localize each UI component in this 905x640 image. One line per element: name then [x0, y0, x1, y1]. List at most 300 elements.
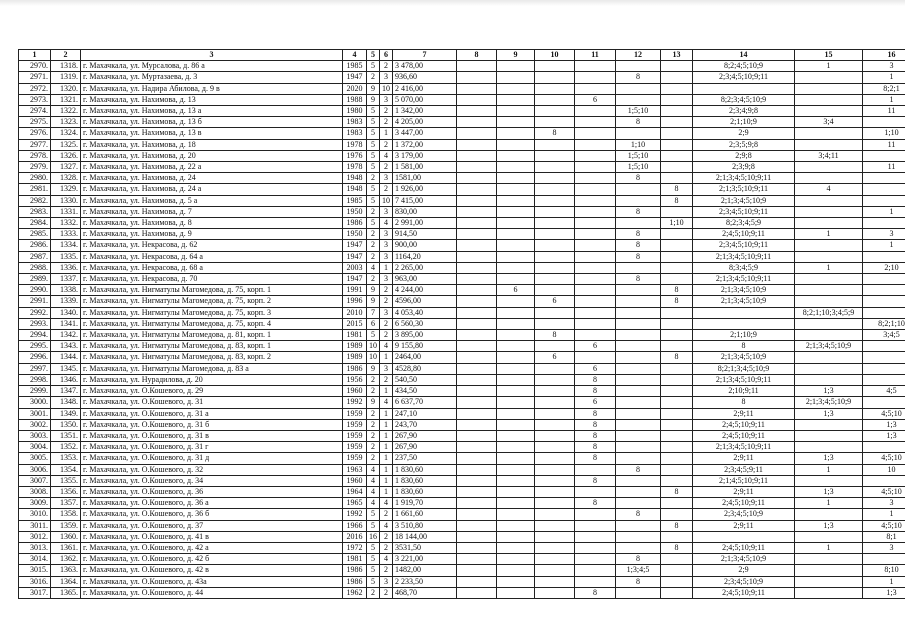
cell-col-3: г. Махачкала, ул. Нурадилова, д. 20	[81, 374, 343, 385]
cell-col-11	[575, 184, 616, 195]
cell-col-6: 2	[380, 106, 393, 117]
cell-col-6: 10	[380, 83, 393, 94]
table-row	[19, 486, 905, 497]
cell-col-16: 1;3	[863, 430, 905, 441]
cell-col-9	[497, 520, 535, 531]
cell-col-14	[693, 307, 795, 318]
cell-col-11	[575, 150, 616, 161]
cell-col-16: 4;5;10	[863, 486, 905, 497]
cell-col-15: 1	[795, 61, 863, 72]
cell-col-12: 8	[616, 72, 661, 83]
cell-col-12: 8	[616, 240, 661, 251]
cell-col-14: 2;9;11	[693, 408, 795, 419]
cell-col-14: 2;1;3;4;5;10;9	[693, 195, 795, 206]
cell-col-6: 1	[380, 464, 393, 475]
cell-col-13	[661, 83, 693, 94]
cell-col-3: г. Махачкала, ул. О.Кошевого, д. 41 в	[81, 531, 343, 542]
cell-col-12	[616, 430, 661, 441]
cell-col-12: 1;5;10	[616, 150, 661, 161]
cell-col-11	[575, 139, 616, 150]
cell-col-14: 2;1;3;4;5;10;9	[693, 352, 795, 363]
cell-col-1: 2986.	[19, 240, 51, 251]
cell-col-12	[616, 352, 661, 363]
cell-col-9	[497, 419, 535, 430]
cell-col-4: 1981	[343, 330, 367, 341]
cell-col-3: г. Махачкала, ул. Нигматулы Магомедова, д. 75, корп. 4	[81, 318, 343, 329]
cell-col-8	[457, 218, 497, 229]
cell-col-9	[497, 162, 535, 173]
cell-col-5: 5	[367, 330, 380, 341]
cell-col-2: 1318.	[51, 61, 81, 72]
cell-col-5: 9	[367, 94, 380, 105]
cell-col-12	[616, 318, 661, 329]
cell-col-8	[457, 419, 497, 430]
cell-col-13	[661, 363, 693, 374]
column-header-7: 7	[393, 50, 457, 61]
cell-col-14: 2;1;4;5;10;9;11	[693, 475, 795, 486]
cell-col-9	[497, 139, 535, 150]
cell-col-2: 1323.	[51, 117, 81, 128]
cell-col-5: 2	[367, 229, 380, 240]
cell-col-6: 3	[380, 251, 393, 262]
cell-col-13: 8	[661, 352, 693, 363]
cell-col-9	[497, 206, 535, 217]
cell-col-16: 4;5;10	[863, 520, 905, 531]
cell-col-2: 1325.	[51, 139, 81, 150]
cell-col-8	[457, 587, 497, 598]
cell-col-6: 1	[380, 442, 393, 453]
cell-col-4: 1959	[343, 442, 367, 453]
cell-col-5: 4	[367, 475, 380, 486]
cell-col-5: 10	[367, 341, 380, 352]
cell-col-16: 3	[863, 61, 905, 72]
cell-col-8	[457, 72, 497, 83]
cell-col-16	[863, 173, 905, 184]
cell-col-11: 8	[575, 587, 616, 598]
cell-col-4: 1980	[343, 106, 367, 117]
table-row	[19, 475, 905, 486]
cell-col-11: 8	[575, 475, 616, 486]
cell-col-7: 243,70	[393, 419, 457, 430]
cell-col-11	[575, 565, 616, 576]
cell-col-3: г. Махачкала, ул. О.Кошевого, д. 31 в	[81, 430, 343, 441]
column-header-4: 4	[343, 50, 367, 61]
cell-col-3: г. Махачкала, ул. Нахимова, д. 24	[81, 173, 343, 184]
table-row	[19, 374, 905, 385]
cell-col-5: 5	[367, 509, 380, 520]
cell-col-7: 1 830,60	[393, 475, 457, 486]
cell-col-12	[616, 363, 661, 374]
cell-col-11	[575, 106, 616, 117]
cell-col-1: 2975.	[19, 117, 51, 128]
cell-col-1: 3002.	[19, 419, 51, 430]
cell-col-15	[795, 94, 863, 105]
cell-col-14: 2;1;10;9	[693, 330, 795, 341]
cell-col-2: 1343.	[51, 341, 81, 352]
cell-col-5: 2	[367, 442, 380, 453]
cell-col-6: 3	[380, 576, 393, 587]
cell-col-9	[497, 542, 535, 553]
cell-col-3: г. Махачкала, ул. Нахимова, д. 18	[81, 139, 343, 150]
cell-col-6: 3	[380, 229, 393, 240]
cell-col-2: 1342.	[51, 330, 81, 341]
table-row	[19, 139, 905, 150]
cell-col-11	[575, 240, 616, 251]
cell-col-8	[457, 274, 497, 285]
scan-edge	[0, 0, 905, 6]
cell-col-6: 4	[380, 341, 393, 352]
cell-col-1: 2980.	[19, 173, 51, 184]
table-row	[19, 520, 905, 531]
cell-col-9: 6	[497, 285, 535, 296]
cell-col-13	[661, 318, 693, 329]
cell-col-5: 5	[367, 218, 380, 229]
cell-col-12: 8	[616, 274, 661, 285]
cell-col-8	[457, 498, 497, 509]
cell-col-9	[497, 442, 535, 453]
cell-col-9	[497, 173, 535, 184]
cell-col-13: 8	[661, 184, 693, 195]
cell-col-13	[661, 150, 693, 161]
cell-col-9	[497, 498, 535, 509]
cell-col-14: 2;9	[693, 565, 795, 576]
table-row	[19, 195, 905, 206]
cell-col-12: 8	[616, 251, 661, 262]
cell-col-6: 2	[380, 184, 393, 195]
cell-col-8	[457, 542, 497, 553]
cell-col-13	[661, 430, 693, 441]
cell-col-6: 2	[380, 330, 393, 341]
table-row	[19, 542, 905, 553]
cell-col-1: 3008.	[19, 486, 51, 497]
cell-col-2: 1327.	[51, 162, 81, 173]
cell-col-14: 2;4;5;10;9;11	[693, 229, 795, 240]
cell-col-12	[616, 531, 661, 542]
cell-col-4: 1960	[343, 475, 367, 486]
cell-col-2: 1346.	[51, 374, 81, 385]
cell-col-5: 5	[367, 150, 380, 161]
cell-col-13: 8	[661, 285, 693, 296]
cell-col-16: 1;3	[863, 419, 905, 430]
cell-col-2: 1333.	[51, 229, 81, 240]
cell-col-6: 3	[380, 94, 393, 105]
cell-col-5: 5	[367, 61, 380, 72]
cell-col-9	[497, 352, 535, 363]
cell-col-4: 1996	[343, 296, 367, 307]
cell-col-10	[535, 453, 575, 464]
cell-col-9	[497, 486, 535, 497]
cell-col-10	[535, 464, 575, 475]
cell-col-6: 3	[380, 307, 393, 318]
cell-col-14: 2;1;3;4;5;10;9	[693, 296, 795, 307]
cell-col-5: 5	[367, 195, 380, 206]
cell-col-13	[661, 94, 693, 105]
cell-col-6: 3	[380, 240, 393, 251]
cell-col-12	[616, 542, 661, 553]
cell-col-1: 3011.	[19, 520, 51, 531]
cell-col-7: 3 478,00	[393, 61, 457, 72]
cell-col-3: г. Махачкала, ул. О.Кошевого, д. 31 а	[81, 408, 343, 419]
cell-col-16: 1	[863, 72, 905, 83]
table-row	[19, 117, 905, 128]
table-row	[19, 274, 905, 285]
cell-col-12	[616, 285, 661, 296]
cell-col-7: 5 070,00	[393, 94, 457, 105]
cell-col-4: 2010	[343, 307, 367, 318]
cell-col-2: 1332.	[51, 218, 81, 229]
cell-col-5: 2	[367, 206, 380, 217]
cell-col-3: г. Махачкала, ул. О.Кошевого, д. 36 а	[81, 498, 343, 509]
cell-col-8	[457, 565, 497, 576]
column-header-13: 13	[661, 50, 693, 61]
cell-col-4: 1976	[343, 150, 367, 161]
cell-col-16	[863, 442, 905, 453]
table-row	[19, 318, 905, 329]
cell-col-7: 267,90	[393, 430, 457, 441]
cell-col-1: 2977.	[19, 139, 51, 150]
cell-col-14: 8;2;3;4;5;10;9	[693, 94, 795, 105]
cell-col-1: 3009.	[19, 498, 51, 509]
cell-col-6: 4	[380, 554, 393, 565]
column-header-8: 8	[457, 50, 497, 61]
cell-col-11	[575, 195, 616, 206]
cell-col-1: 3003.	[19, 430, 51, 441]
cell-col-4: 1972	[343, 542, 367, 553]
cell-col-11: 6	[575, 397, 616, 408]
cell-col-10	[535, 106, 575, 117]
cell-col-6: 3	[380, 72, 393, 83]
table-row	[19, 531, 905, 542]
cell-col-3: г. Махачкала, ул. Некрасова, д. 64 а	[81, 251, 343, 262]
cell-col-9	[497, 83, 535, 94]
cell-col-11: 8	[575, 374, 616, 385]
cell-col-6: 2	[380, 117, 393, 128]
cell-col-16	[863, 475, 905, 486]
cell-col-16: 4;5	[863, 386, 905, 397]
table-row	[19, 587, 905, 598]
cell-col-14: 8;2;1;3;4;5;10;9	[693, 363, 795, 374]
cell-col-4: 1991	[343, 285, 367, 296]
cell-col-11	[575, 296, 616, 307]
cell-col-2: 1320.	[51, 83, 81, 94]
cell-col-5: 5	[367, 139, 380, 150]
cell-col-10	[535, 520, 575, 531]
cell-col-8	[457, 352, 497, 363]
cell-col-11: 8	[575, 453, 616, 464]
table-row	[19, 162, 905, 173]
cell-col-8	[457, 531, 497, 542]
cell-col-1: 2998.	[19, 374, 51, 385]
cell-col-3: г. Махачкала, ул. Муртазаева, д. 3	[81, 72, 343, 83]
cell-col-5: 5	[367, 576, 380, 587]
cell-col-12: 1;5;10	[616, 162, 661, 173]
cell-col-4: 1966	[343, 520, 367, 531]
cell-col-10	[535, 587, 575, 598]
cell-col-11	[575, 83, 616, 94]
cell-col-9	[497, 374, 535, 385]
cell-col-2: 1340.	[51, 307, 81, 318]
cell-col-7: 237,50	[393, 453, 457, 464]
cell-col-1: 2979.	[19, 162, 51, 173]
cell-col-5: 9	[367, 83, 380, 94]
cell-col-10	[535, 83, 575, 94]
cell-col-5: 2	[367, 72, 380, 83]
cell-col-16	[863, 274, 905, 285]
cell-col-6: 1	[380, 486, 393, 497]
cell-col-10	[535, 397, 575, 408]
cell-col-8	[457, 442, 497, 453]
table-row	[19, 251, 905, 262]
cell-col-2: 1353.	[51, 453, 81, 464]
cell-col-8	[457, 139, 497, 150]
table-row	[19, 150, 905, 161]
cell-col-3: г. Махачкала, ул. О.Кошевого, д. 29	[81, 386, 343, 397]
cell-col-8	[457, 240, 497, 251]
cell-col-2: 1331.	[51, 206, 81, 217]
cell-col-9	[497, 218, 535, 229]
cell-col-3: г. Махачкала, ул. Мурсалова, д. 86 а	[81, 61, 343, 72]
cell-col-1: 2992.	[19, 307, 51, 318]
cell-col-15	[795, 128, 863, 139]
cell-col-9	[497, 363, 535, 374]
table-row	[19, 408, 905, 419]
cell-col-16	[863, 184, 905, 195]
cell-col-14: 2;4;5;10;9;11	[693, 419, 795, 430]
cell-col-4: 2015	[343, 318, 367, 329]
cell-col-11: 8	[575, 498, 616, 509]
cell-col-15	[795, 531, 863, 542]
cell-col-3: г. Махачкала, ул. Нигматулы Магомедова, д. 83, корп. 1	[81, 341, 343, 352]
cell-col-15: 1;3	[795, 520, 863, 531]
cell-col-10	[535, 117, 575, 128]
cell-col-1: 2976.	[19, 128, 51, 139]
cell-col-16: 11	[863, 106, 905, 117]
cell-col-5: 2	[367, 419, 380, 430]
cell-col-8	[457, 341, 497, 352]
cell-col-6: 2	[380, 587, 393, 598]
table-row	[19, 285, 905, 296]
cell-col-8	[457, 94, 497, 105]
cell-col-1: 3004.	[19, 442, 51, 453]
cell-col-4: 1978	[343, 139, 367, 150]
cell-col-14: 8	[693, 397, 795, 408]
cell-col-14: 2;1;3;4;5;10;9;11	[693, 274, 795, 285]
cell-col-3: г. Махачкала, ул. Нахимова, д. 24 а	[81, 184, 343, 195]
cell-col-5: 2	[367, 173, 380, 184]
cell-col-15	[795, 419, 863, 430]
table-row	[19, 307, 905, 318]
cell-col-4: 1948	[343, 184, 367, 195]
table-body	[19, 61, 905, 599]
cell-col-4: 1964	[343, 486, 367, 497]
cell-col-5: 4	[367, 262, 380, 273]
cell-col-7: 7 415,00	[393, 195, 457, 206]
cell-col-13	[661, 240, 693, 251]
cell-col-3: г. Махачкала, ул. Нахимова, д. 22 а	[81, 162, 343, 173]
cell-col-5: 6	[367, 318, 380, 329]
cell-col-16: 4;5;10	[863, 408, 905, 419]
cell-col-3: г. Махачкала, ул. Нахимова, д. 13	[81, 94, 343, 105]
cell-col-15	[795, 352, 863, 363]
cell-col-16	[863, 554, 905, 565]
cell-col-14: 2;3;5;9;8	[693, 139, 795, 150]
cell-col-6: 1	[380, 408, 393, 419]
cell-col-15	[795, 475, 863, 486]
cell-col-7: 1 581,00	[393, 162, 457, 173]
cell-col-3: г. Махачкала, ул. Нигматулы Магомедова, д. 81, корп. 1	[81, 330, 343, 341]
cell-col-1: 2991.	[19, 296, 51, 307]
cell-col-12: 8	[616, 576, 661, 587]
cell-col-14: 2;1;10;9	[693, 117, 795, 128]
cell-col-10	[535, 240, 575, 251]
cell-col-14: 2;3;4;5;9;11	[693, 464, 795, 475]
cell-col-7: 1 830,60	[393, 464, 457, 475]
cell-col-5: 4	[367, 498, 380, 509]
cell-col-5: 2	[367, 240, 380, 251]
cell-col-14	[693, 83, 795, 94]
cell-col-4: 1981	[343, 554, 367, 565]
cell-col-8	[457, 374, 497, 385]
cell-col-16	[863, 363, 905, 374]
cell-col-15	[795, 430, 863, 441]
cell-col-5: 9	[367, 363, 380, 374]
table-row	[19, 229, 905, 240]
cell-col-11	[575, 542, 616, 553]
cell-col-9	[497, 386, 535, 397]
cell-col-5: 4	[367, 464, 380, 475]
table-row	[19, 509, 905, 520]
cell-col-11: 8	[575, 442, 616, 453]
cell-col-5: 4	[367, 486, 380, 497]
cell-col-16: 1	[863, 576, 905, 587]
cell-col-15: 1	[795, 262, 863, 273]
cell-col-1: 2999.	[19, 386, 51, 397]
cell-col-9	[497, 296, 535, 307]
cell-col-1: 2982.	[19, 195, 51, 206]
table-row	[19, 565, 905, 576]
cell-col-15	[795, 251, 863, 262]
cell-col-14	[693, 531, 795, 542]
cell-col-15: 1;3	[795, 453, 863, 464]
cell-col-6: 2	[380, 296, 393, 307]
cell-col-1: 3015.	[19, 565, 51, 576]
cell-col-8	[457, 128, 497, 139]
cell-col-16	[863, 307, 905, 318]
cell-col-8	[457, 554, 497, 565]
cell-col-15	[795, 296, 863, 307]
cell-col-2: 1348.	[51, 397, 81, 408]
cell-col-1: 3006.	[19, 464, 51, 475]
cell-col-7: 2 416,00	[393, 83, 457, 94]
cell-col-2: 1344.	[51, 352, 81, 363]
cell-col-2: 1341.	[51, 318, 81, 329]
cell-col-5: 9	[367, 296, 380, 307]
cell-col-11	[575, 352, 616, 363]
cell-col-13	[661, 251, 693, 262]
cell-col-7: 936,60	[393, 72, 457, 83]
cell-col-7: 1482,00	[393, 565, 457, 576]
cell-col-15	[795, 554, 863, 565]
cell-col-2: 1321.	[51, 94, 81, 105]
cell-col-4: 1986	[343, 218, 367, 229]
cell-col-10	[535, 195, 575, 206]
cell-col-3: г. Махачкала, ул. О.Кошевого, д. 42 в	[81, 565, 343, 576]
table-row	[19, 430, 905, 441]
column-header-2: 2	[51, 50, 81, 61]
cell-col-1: 2995.	[19, 341, 51, 352]
cell-col-4: 1986	[343, 576, 367, 587]
cell-col-16: 1	[863, 94, 905, 105]
